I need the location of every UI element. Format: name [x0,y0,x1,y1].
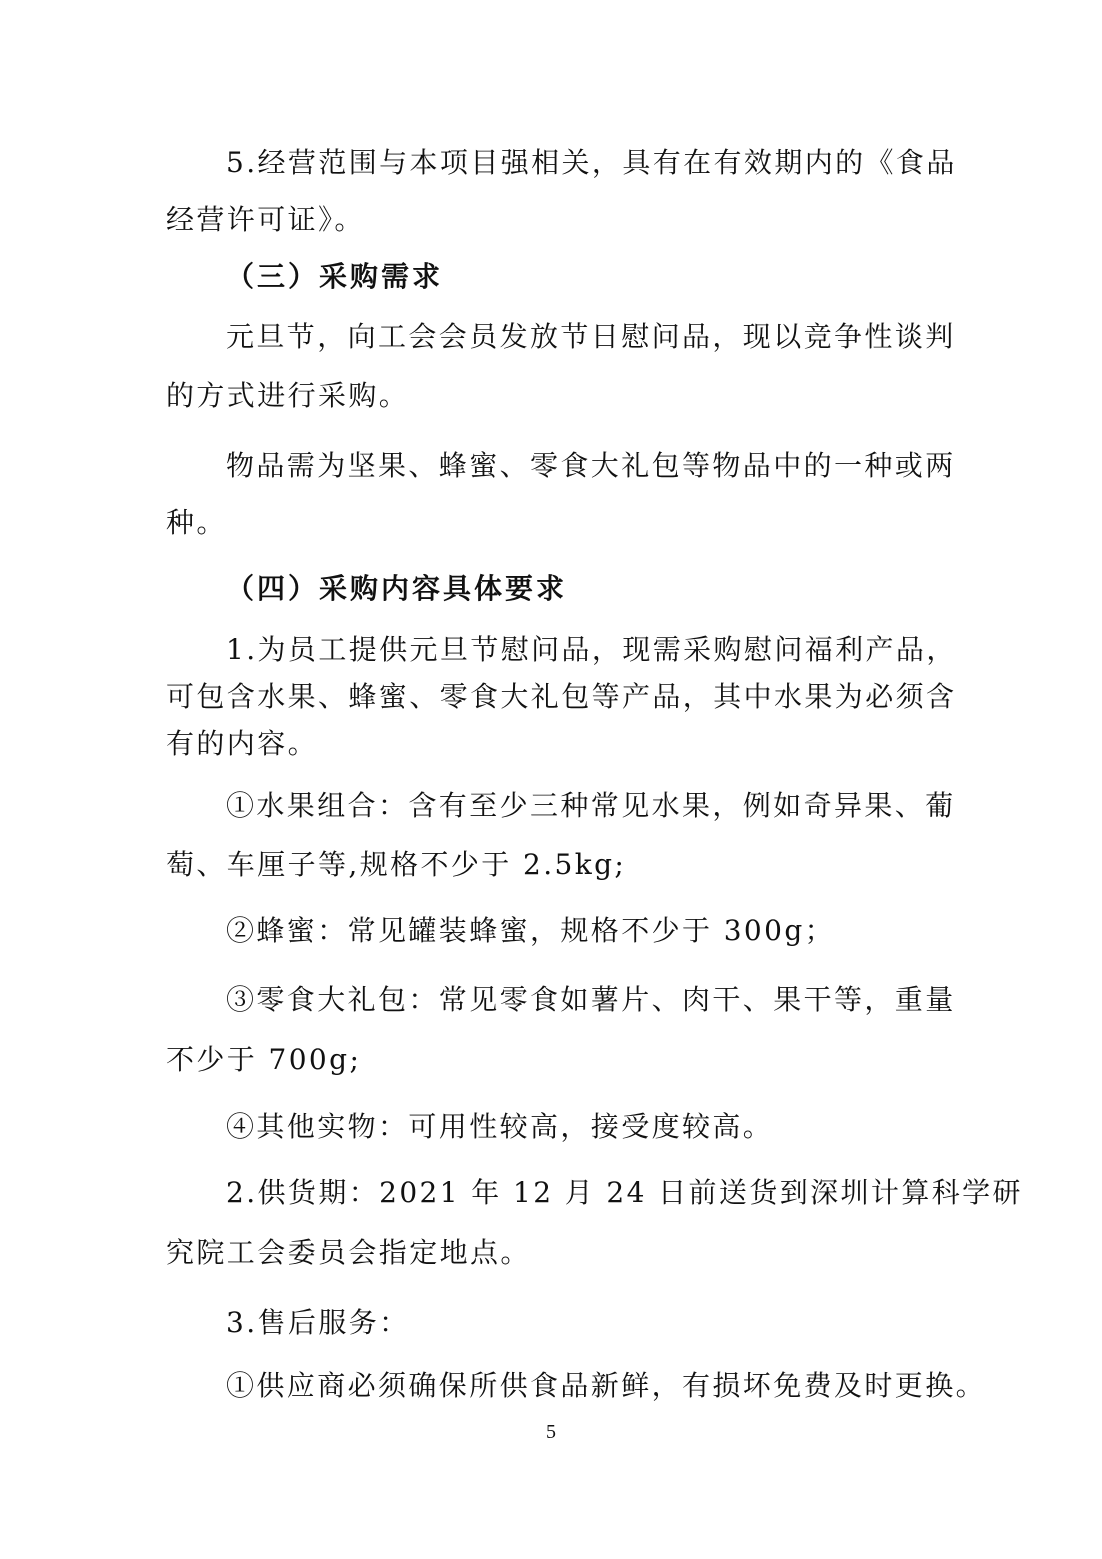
paragraph-line: ④其他实物：可用性较高，接受度较高。 [226,1110,774,1143]
page-number: 5 [546,1421,556,1443]
paragraph-line: 种。 [166,506,227,539]
paragraph-line: 的方式进行采购。 [166,379,410,412]
paragraph-line: 物品需为坚果、蜂蜜、零食大礼包等物品中的一种或两 [226,449,956,482]
paragraph-line: ①水果组合：含有至少三种常见水果，例如奇异果、葡 [226,789,956,822]
paragraph-line: ①供应商必须确保所供食品新鲜，有损坏免费及时更换。 [226,1369,987,1402]
paragraph-line: 元旦节，向工会会员发放节日慰问品，现以竞争性谈判 [226,320,956,353]
paragraph-line: 不少于 700g; [166,1043,362,1076]
paragraph-line: ②蜂蜜：常见罐装蜂蜜，规格不少于 300g； [226,914,836,947]
paragraph-line: 究院工会委员会指定地点。 [166,1236,531,1269]
section-heading: （四）采购内容具体要求 [226,572,568,605]
section-heading: （三）采购需求 [226,260,444,293]
paragraph-line: 可包含水果、蜂蜜、零食大礼包等产品，其中水果为必须含 [166,680,957,713]
paragraph-line: 3.售后服务： [226,1306,410,1339]
paragraph-line: 2.供货期：2021 年 12 月 24 日前送货到深圳计算科学研 [226,1176,1023,1209]
paragraph-line: 5.经营范围与本项目强相关，具有在有效期内的《食品 [226,146,957,179]
paragraph-line: 萄、车厘子等,规格不少于 2.5kg; [166,848,627,881]
paragraph-line: 经营许可证》。 [166,203,365,236]
paragraph-line: ③零食大礼包：常见零食如薯片、肉干、果干等，重量 [226,983,956,1016]
paragraph-line: 有的内容。 [166,727,319,760]
paragraph-line: 1.为员工提供元旦节慰问品，现需采购慰问福利产品， [226,633,957,666]
